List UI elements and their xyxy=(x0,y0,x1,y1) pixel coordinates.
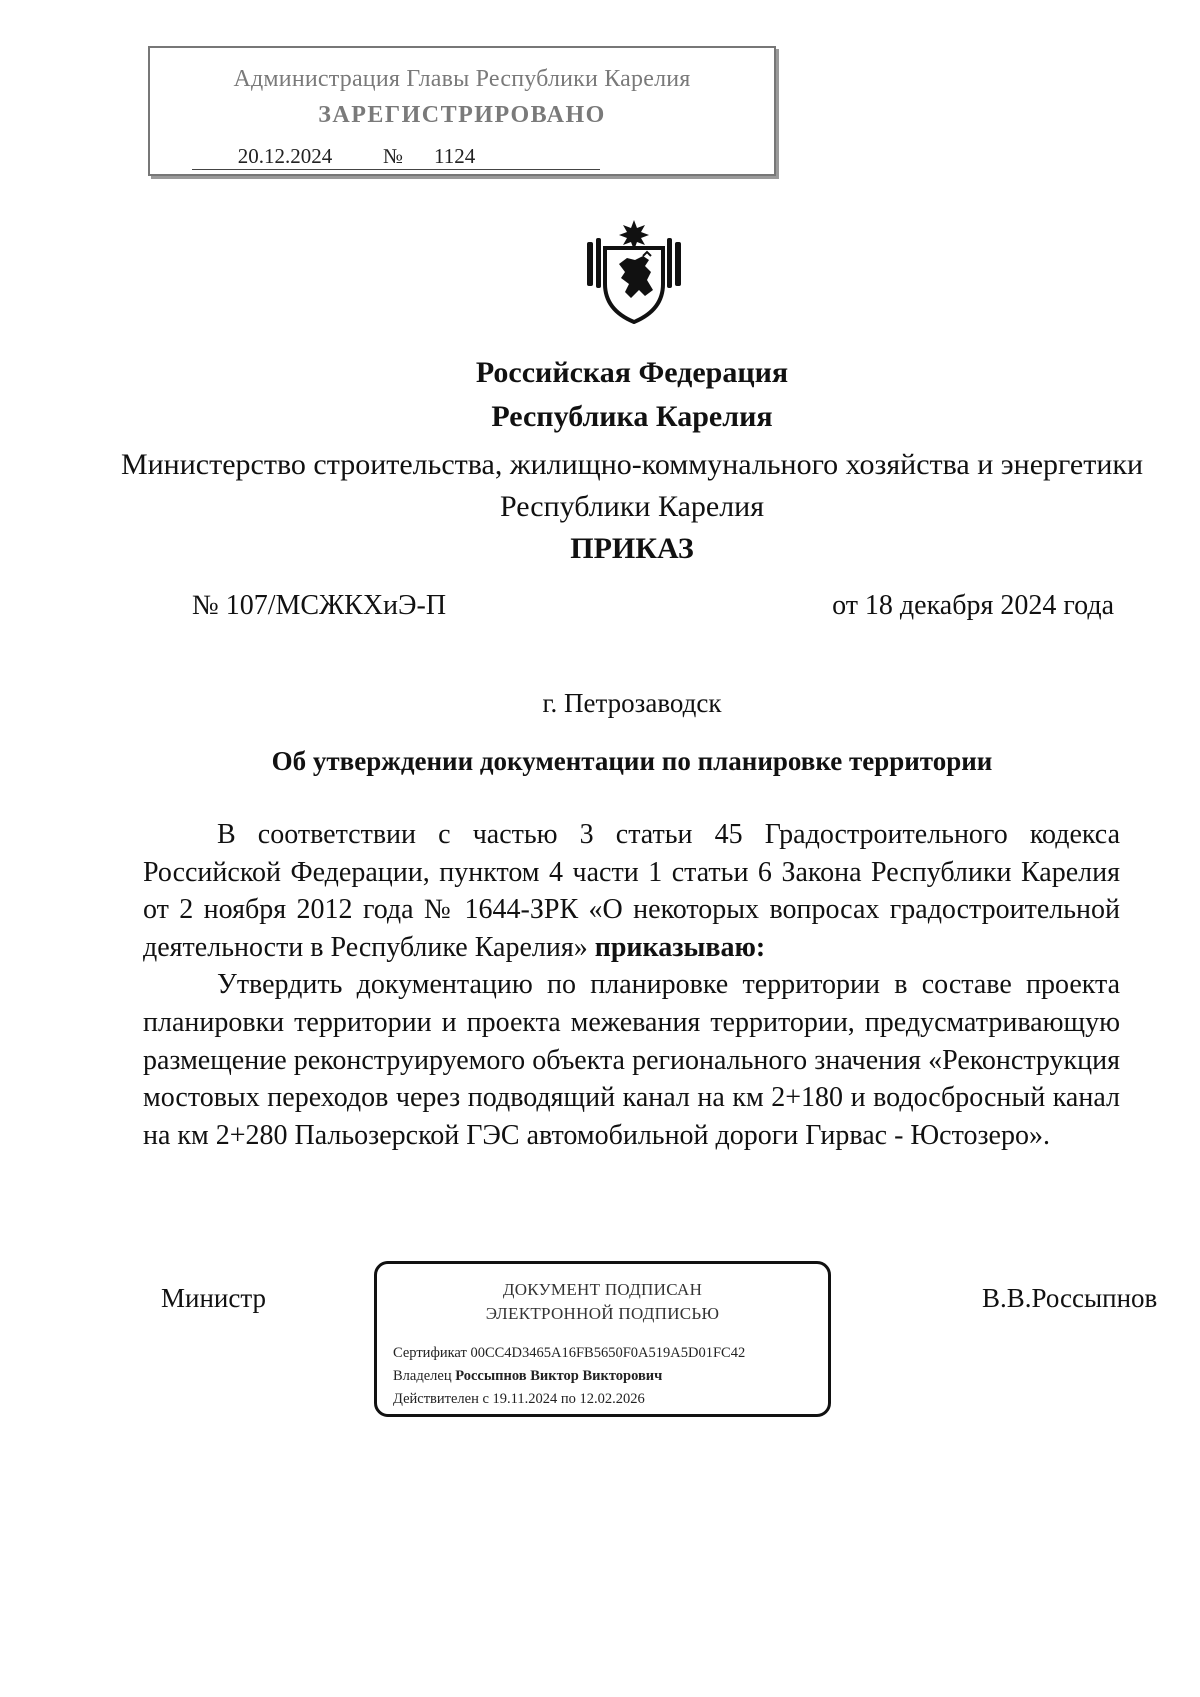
order-body xyxy=(143,816,1120,1154)
registration-number: 1124 xyxy=(408,144,600,170)
signatory-title: Министр xyxy=(161,1283,266,1313)
registration-date: 20.12.2024 xyxy=(192,144,378,170)
document-type: ПРИКАЗ xyxy=(570,532,694,565)
order-date: от 18 декабря 2024 года xyxy=(832,590,1114,621)
esign-header xyxy=(377,1278,828,1326)
certificate-label: Сертификат xyxy=(393,1345,467,1361)
order-subject: Об утверждении документации по планировке территории xyxy=(271,746,993,776)
registration-number-label: № xyxy=(378,144,408,170)
signatory-name: В.В.Россыпнов xyxy=(982,1283,1158,1313)
esign-line1: ДОКУМЕНТ ПОДПИСАН xyxy=(502,1280,703,1299)
validity-to-prefix: по xyxy=(560,1391,576,1407)
esign-line2: ЭЛЕКТРОННОЙ ПОДПИСЬЮ xyxy=(485,1304,720,1323)
owner-label: Владелец xyxy=(393,1368,452,1384)
esign-owner xyxy=(393,1368,662,1385)
esign-validity xyxy=(393,1391,645,1408)
validity-from-prefix: с xyxy=(482,1391,489,1407)
certificate-value: 00CC4D3465A16FB5650F0A519A5D01FC42 xyxy=(470,1345,746,1361)
owner-value: Россыпнов Виктор Викторович xyxy=(455,1368,663,1384)
karelia-coat-of-arms-icon xyxy=(583,218,685,324)
order-number: № 107/МСЖКХиЭ-П xyxy=(192,590,447,621)
registration-status: ЗАРЕГИСТРИРОВАНО xyxy=(318,102,606,128)
validity-from: 19.11.2024 xyxy=(492,1391,558,1407)
electronic-signature-stamp xyxy=(374,1261,831,1417)
registration-organization: Администрация Главы Республики Карелия xyxy=(233,66,691,92)
validity-to: 12.02.2026 xyxy=(579,1391,645,1407)
region-title: Республика Карелия xyxy=(491,400,773,433)
order-directive: приказываю: xyxy=(594,931,766,963)
ministry-title: Министерство строительства, жилищно-коммунального хозяйства и энергетики Республики Карелия xyxy=(120,448,1144,523)
esign-certificate xyxy=(393,1345,745,1362)
city: г. Петрозаводск xyxy=(542,688,722,718)
body-paragraph xyxy=(143,816,1120,966)
registration-stamp xyxy=(148,46,776,176)
body-paragraph: Утвердить документацию по планировке территории в составе проекта планировки территории и проекта межевания территории, предусматривающую размещение реконструируемого объекта регионального значения «Реконструкция мостовых переходов через подводящий канал на км 2+180 и водосбросный канал на км 2+280 Пальозерской ГЭС автомобильной дороги Гирвас - Юстозеро». xyxy=(143,969,1120,1151)
validity-label: Действителен xyxy=(393,1391,479,1407)
country-title: Российская Федерация xyxy=(475,356,789,389)
paragraph-text: В соответствии с частью 3 статьи 45 Градостроительного кодекса Российской Федерации, пунктом 4 части 1 статьи 6 Закона Республики Карелия от 2 ноября 2012 года № 1644-ЗРК «О некоторых вопросах градостроительной деятельности в Республике Карелия» xyxy=(143,819,1120,963)
